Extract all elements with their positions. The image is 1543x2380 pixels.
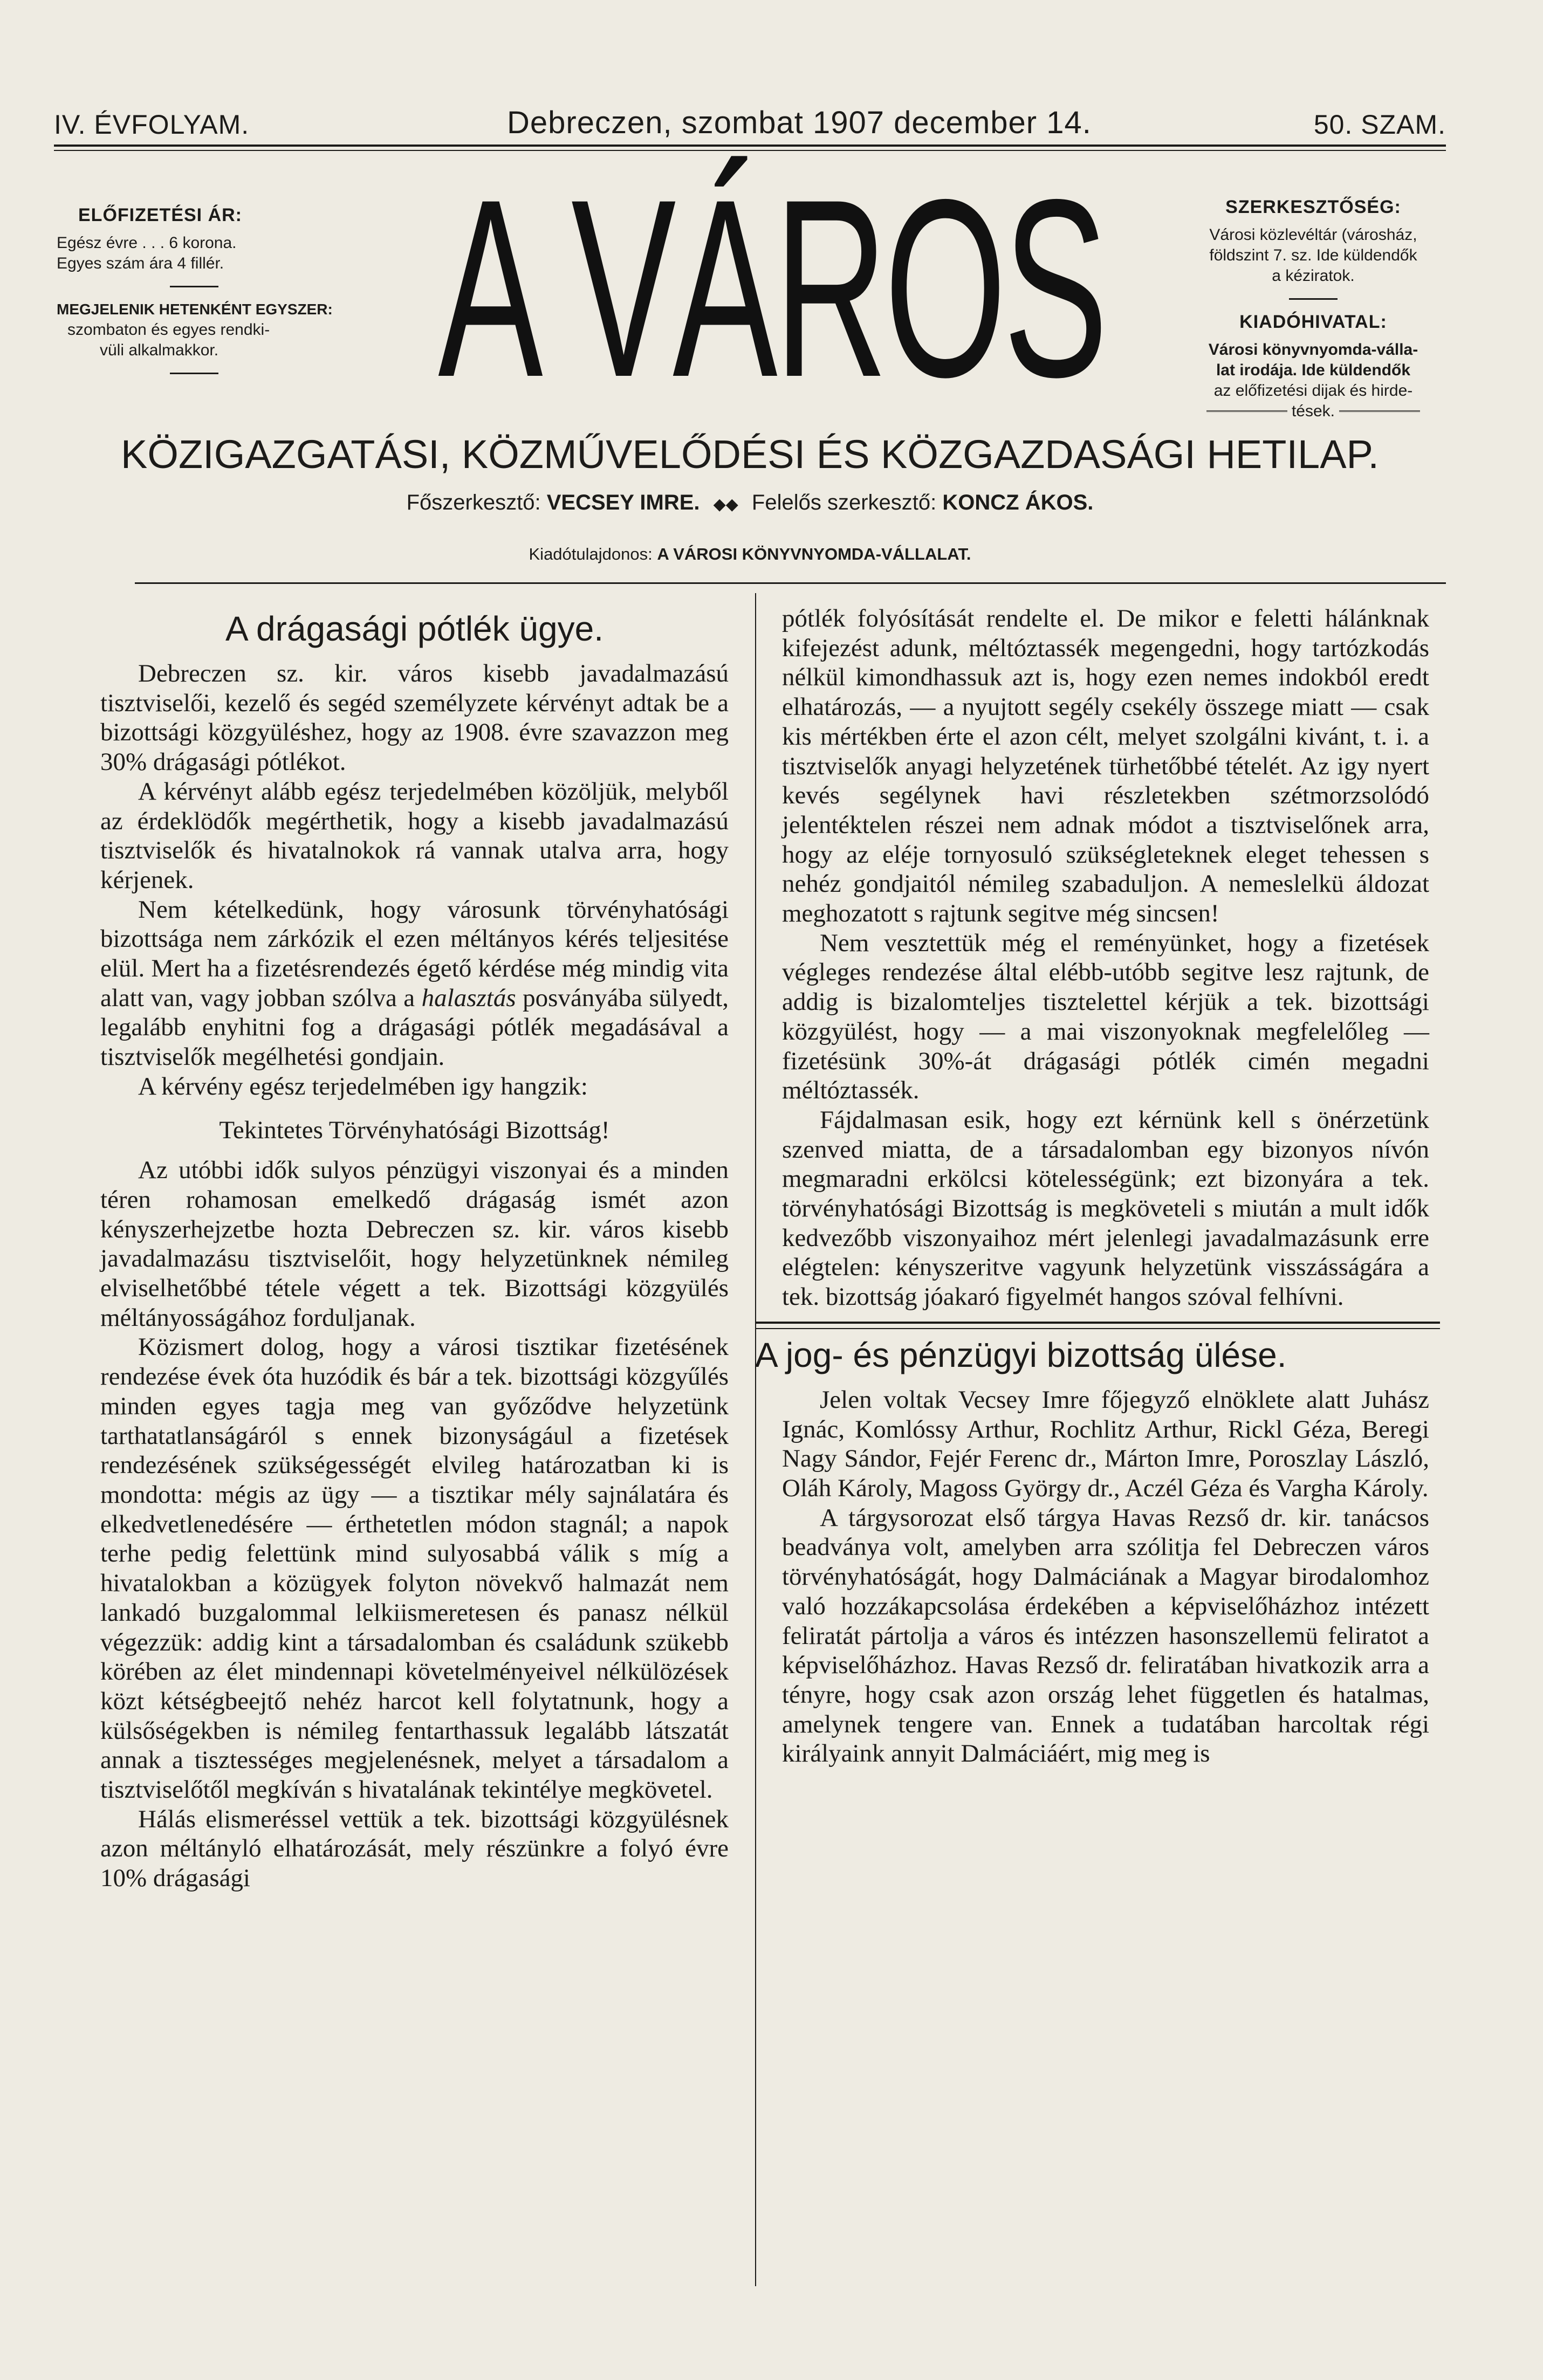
left-column	[100, 604, 729, 1893]
column-divider	[755, 593, 756, 2286]
appears-line-1: szombaton és egyes rendki-	[67, 321, 270, 339]
owner-line	[54, 545, 1446, 564]
paragraph: Fájdalmasan esik, hogy ezt kérnünk kell s önérzetünk szenved miatta, de a társadalomban egy bizonyos nívón megmaradni erkölcsi kötelességünk; ezt bizonyára a tek. törvényhatósági Bizottság is megköveteli s miután a mult idők kedvezőbb viszonyaihoz mért jelenlegi javadalmazásunk erre elégtelen: kényszeritve vagyunk helyzetünk visszásságára a tek. bizottság jóakaró figyelmét hangos szóval felhívni.	[782, 1105, 1429, 1311]
publisher-heading: KIADÓHIVATAL:	[1239, 312, 1387, 332]
double-rule	[1206, 410, 1287, 414]
section-rule	[755, 1322, 1440, 1324]
responsible-editor-name: KONCZ ÁKOS.	[942, 491, 1094, 514]
publisher-line-4-wrap	[1162, 401, 1464, 422]
right-column	[755, 604, 1429, 1769]
issue-number: 50. SZAM.	[1313, 109, 1446, 140]
dateline: Debreczen, szombat 1907 december 14.	[507, 105, 1092, 140]
chief-editor-label: Főszerkesztő:	[406, 491, 541, 514]
office-box	[1162, 197, 1464, 422]
publisher-line-2: lat irodája. Ide küldendők	[1216, 361, 1411, 379]
responsible-editor-label: Felelős szerkesztő:	[751, 491, 937, 514]
editors-line	[54, 491, 1446, 515]
italic-word: halasztás	[421, 983, 516, 1012]
editorial-line-1: Városi közlevéltár (városház,	[1209, 226, 1417, 244]
paragraph-text: posványába sülyedt, legalább enyhitni fog a drágasági pótlék megadásával a tisztviselők megélhetési gondjain.	[100, 983, 729, 1071]
editorial-line-3: a kéziratok.	[1272, 267, 1355, 285]
paragraph: Jelen voltak Vecsey Imre főjegyző elnöklete alatt Juhász Ignác, Komlóssy Arthur, Rochlitz Arthur, Rickl Géza, Beregi Nagy Sándor, Fejér Ferenc dr., Márton Imre, Poroszlay László, Oláh Károly, Magoss György dr., Aczél Géza és Vargha Károly.	[782, 1385, 1429, 1502]
paragraph: Az utóbbi idők sulyos pénzügyi viszonyai és a minden téren rohamosan emelkedő drágaság ismét azon kényszerhejzetbe hozta Debreczen sz. kir. város kisebb javadalmazásu tisztviselőit, hogy helyzetünknek némileg elviselhetőbbé tétele végett a tek. Bizottsági közgyülés méltányosságához forduljanak.	[100, 1156, 729, 1332]
masthead-title: A VÁROS	[438, 147, 1105, 430]
publisher-line-4: tések.	[1291, 402, 1335, 420]
section-rule-thin	[755, 1328, 1440, 1329]
paragraph: Hálás elismeréssel vettük a tek. bizottsági közgyülésnek azon méltányló elhatározását, mely részünkre a folyó évre 10% drágasági	[100, 1805, 729, 1893]
paragraph: A tárgysorozat első tárgya Havas Rezső dr. kir. tanácsos beadványa volt, amelyben arra szólitja fel Debreczen város törvényhatóságát, hogy Dalmáciának a Magyar birodalomhoz való hozzákapcsolása érdekében a képviselőházhoz intézett feliratát pártolja a város és intézzen hasonszellemü feliratot a képviselőházhoz. Havas Rezső dr. feliratában hivatkozik arra a tényre, hogy csak azon ország lehet független és hatalmas, amelynek tengere van. Ennek a tudatában harcoltak régi királyaink annyit Dalmáciáért, mig meg is	[782, 1503, 1429, 1768]
paragraph: pótlék folyósítását rendelte el. De mikor e feletti hálánknak kifejezést adunk, méltóztassék megengedni, hogy tartózkodás nélkül kimondhassuk azt is, hogy ezen nemes indokból eredt elhatározás, — a nyujtott segély csekély összege miatt — csak kis mértékben érte el azon célt, melyet szolgálni kivánt, t. i. a tisztviselők anyagi helyzetének türhetőbbé tételét. Az igy nyert kevés segélynek havi részletekben szétmorzsolódó jelentéktelen részei nem adnak módot a tisztviselőnek arra, hogy az eléje tornyosuló szükségleteknek eleget tehessen s nehéz gondjaitól némileg szabaduljon. A nemeslelkü áldozat meghozatott s rajtunk segitve még sincsen!	[782, 604, 1429, 928]
chief-editor-name: VECSEY IMRE.	[546, 491, 700, 514]
paragraph: Debreczen sz. kir. város kisebb javadalmazású tisztviselői, kezelő és segéd személyzete kérvényt adtak be a bizottsági közgyüléshez, hogy az 1908. évre szavazzon meg 30% drágasági pótlékot.	[100, 659, 729, 776]
paragraph: Nem vesztettük még el reményünket, hogy a fizetések végleges rendezése által elébb-utóbb segitve lesz rajtunk, de addig is bizalomteljes tisztelettel kérjük a tek. bizottsági közgyülést, hogy — a mai viszonyoknak megfelelőleg — fizetésünk 30%-át drágasági pótlék cimén megadni méltóztassék.	[782, 928, 1429, 1105]
subscription-year: Egész évre . . . 6 korona.	[57, 234, 237, 252]
owner-label: Kiadótulajdonos:	[529, 545, 653, 563]
paragraph: A kérvényt alább egész terjedelmében közöljük, melyből az érdeklödők megérthetik, hogy a kisebb javadalmazású tisztviselők és hivatalnokok rá vannak utalva arra, hogy kérjenek.	[100, 777, 729, 894]
paragraph: A kérvény egész terjedelmében igy hangzik:	[138, 1072, 588, 1100]
divider	[170, 286, 218, 287]
article-title: A jog- és pénzügyi bizottság ülése.	[755, 1335, 1287, 1374]
subscription-heading: ELŐFIZETÉSI ÁR:	[78, 205, 242, 225]
masthead-subtitle: KÖZIGAZGATÁSI, KÖZMŰVELŐDÉSI ÉS KÖZGAZDASÁGI HETILAP.	[121, 432, 1379, 477]
appears-heading: MEGJELENIK HETENKÉNT EGYSZER:	[57, 301, 333, 318]
article-title: A drágasági pótlék ügye.	[225, 609, 604, 648]
paragraph: Közismert dolog, hogy a városi tisztikar fizetésének rendezése évek óta huzódik és bár a tek. bizottsági közgyűlés minden egyes tagja meg van győződve helyzetünk tarthatatlanságáról s ennek bizonyságául a fizetések rendezésének szükségességét elvileg határozatban ki is mondotta: mégis az ügy — a tisztikar mély sajnálatára és elkedvetlenedésére — érthetetlen módon stagnál; a napok terhe pedig felettünk mind sulyosabbá válik s míg a hivatalokban a közügyek folyton növekvő halmazát nem lankadó buzgalommal lelkiismeretesen és panasz nélkül végezzük: addig kint a társadalomban és családunk szükebb körében az élet mindennapi követelményeivel nélkülözések közt kétségbeejtő nehéz harcot kell folytatnunk, hogy a külsőségekben is némileg fentarthassuk legalább látszatát annak a tisztességes megjelenésnek, melyet a társadalom a tisztviselőtől megkíván s hivatalának tekintélye megkövetel.	[100, 1333, 729, 1804]
petition-address: Tekintetes Törvényhatósági Bizottság!	[219, 1116, 610, 1144]
volume-label: IV. ÉVFOLYAM.	[54, 109, 250, 140]
issue-line	[54, 102, 1446, 146]
editorial-line-2: földszint 7. sz. Ide küldendők	[1209, 246, 1417, 264]
appears-line-2: vüli alkalmakkor.	[100, 341, 219, 359]
double-rule	[1339, 410, 1420, 414]
divider	[170, 373, 218, 374]
paragraph-text: Nem kételkedünk, hogy városunk törvényhatósági bizottsága nem zárkózik el ezen méltányos kérés teljesitése elül. Mert ha a fizetésrendezés égető kérdése még mindig vita alatt van, vagy jobban szólva a	[100, 895, 729, 1012]
editorial-heading: SZERKESZTŐSÉG:	[1225, 197, 1401, 217]
masthead-rule	[135, 582, 1446, 584]
owner-name: A VÁROSI KÖNYVNYOMDA-VÁLLALAT.	[657, 545, 971, 563]
diamond-ornament: ◆◆	[713, 496, 738, 513]
divider	[1289, 298, 1338, 300]
publisher-line-3: az előfizetési dijak és hirde-	[1213, 382, 1413, 400]
paragraph	[100, 895, 729, 1072]
subscription-single: Egyes szám ára 4 fillér.	[57, 254, 224, 272]
publisher-line-1: Városi könyvnyomda-válla-	[1208, 341, 1418, 359]
